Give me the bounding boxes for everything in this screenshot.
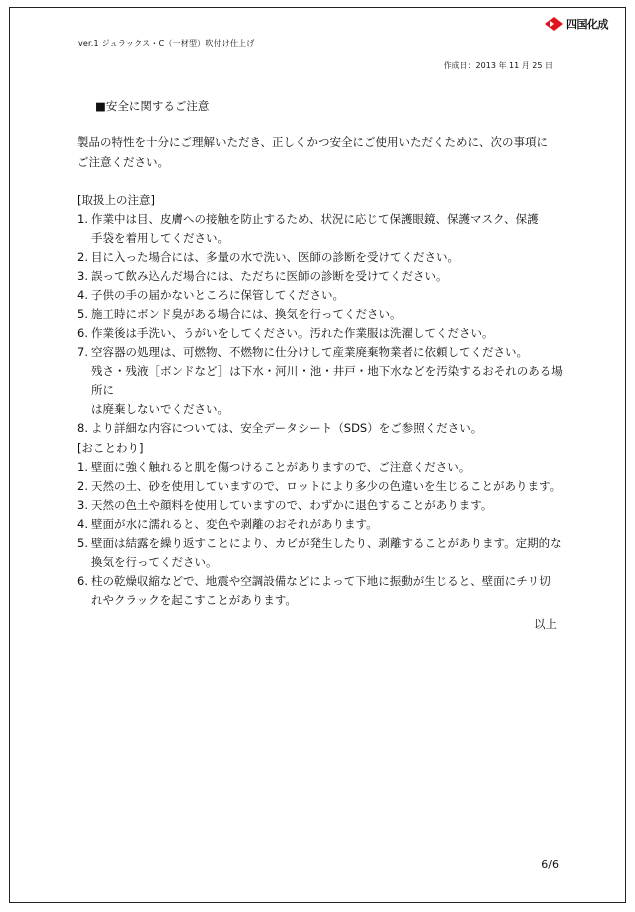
item-number: 6. <box>77 574 88 588</box>
item-number: 4. <box>77 517 88 531</box>
item-text: 柱の乾燥収縮などで、地震や空調設備などによって下地に振動が生じると、壁面にチリ切 <box>91 574 551 588</box>
item-continuation: は廃棄しないでください。 <box>91 402 229 416</box>
list-item <box>77 419 567 438</box>
list-item <box>77 305 567 324</box>
list-item <box>77 267 567 286</box>
item-text: 天然の土、砂を使用していますので、ロットにより多少の色違いを生じることがあります。 <box>91 479 562 493</box>
item-text: 壁面が水に濡れると、変色や剥離のおそれがあります。 <box>91 517 378 531</box>
item-text: 空容器の処理は、可燃物、不燃物に仕分けして産業廃棄物業者に依頼してください。 <box>91 345 528 359</box>
page-number: 6/6 <box>541 858 559 871</box>
document-label: ver.1 ジュラックス・C（一材型）吹付け仕上げ <box>78 39 255 48</box>
disclaimer-heading: [おことわり] <box>77 441 144 455</box>
intro-line: ご注意ください。 <box>77 155 169 169</box>
intro-paragraph <box>77 132 557 172</box>
item-number: 7. <box>77 345 88 359</box>
item-text: より詳細な内容については、安全データシート（SDS）をご参照ください。 <box>91 421 483 435</box>
list-item <box>77 534 567 553</box>
company-logo-icon <box>544 16 564 32</box>
item-number: 1. <box>77 212 88 226</box>
list-item <box>77 496 567 515</box>
item-text: 壁面は結露を繰り返すことにより、カビが発生したり、剥離することがあります。定期的な <box>91 536 562 550</box>
item-continuation: れやクラックを起こすことがあります。 <box>91 593 297 607</box>
intro-line: 製品の特性を十分にご理解いただき、正しくかつ安全にご使用いただくために、次の事項に <box>77 135 549 149</box>
disclaimer-section <box>77 438 567 610</box>
item-text: 作業後は手洗い、うがいをしてください。汚れた作業服は洗濯してください。 <box>91 326 494 340</box>
item-number: 2. <box>77 250 88 264</box>
company-logo <box>544 15 608 33</box>
item-continuation: 残さ・残液［ボンドなど］は下水・河川・池・井戸・地下水などを汚染するおそれのある場所に <box>91 364 563 397</box>
item-number: 5. <box>77 307 88 321</box>
closing-remark: 以上 <box>534 617 557 631</box>
item-number: 5. <box>77 536 88 550</box>
list-item <box>77 210 567 229</box>
page-title: ■安全に関するご注意 <box>95 99 210 113</box>
list-item <box>77 324 567 343</box>
handling-heading: [取扱上の注意] <box>77 193 155 207</box>
item-number: 6. <box>77 326 88 340</box>
list-item <box>77 572 567 591</box>
item-number: 4. <box>77 288 88 302</box>
list-item <box>77 248 567 267</box>
item-continuation: 換気を行ってください。 <box>91 555 218 569</box>
list-item <box>77 286 567 305</box>
company-name: 四国化成 <box>566 18 608 31</box>
item-text: 壁面に強く触れると肌を傷つけることがありますので、ご注意ください。 <box>91 460 471 474</box>
handling-section <box>77 190 567 438</box>
item-text: 施工時にボンド臭がある場合には、換気を行ってください。 <box>91 307 402 321</box>
item-number: 3. <box>77 498 88 512</box>
item-continuation: 手袋を着用してください。 <box>91 231 229 245</box>
item-text: 天然の色土や顔料を使用していますので、わずかに退色することがあります。 <box>91 498 493 512</box>
item-text: 子供の手の届かないところに保管してください。 <box>91 288 344 302</box>
item-number: 3. <box>77 269 88 283</box>
list-item <box>77 343 567 362</box>
list-item <box>77 515 567 534</box>
item-number: 8. <box>77 421 88 435</box>
item-number: 1. <box>77 460 88 474</box>
list-item <box>77 477 567 496</box>
item-text: 作業中は目、皮膚への接触を防止するため、状況に応じて保護眼鏡、保護マスク、保護 <box>91 212 539 226</box>
item-text: 誤って飲み込んだ場合には、ただちに医師の診断を受けてください。 <box>91 269 448 283</box>
item-number: 2. <box>77 479 88 493</box>
list-item <box>77 458 567 477</box>
item-text: 目に入った場合には、多量の水で洗い、医師の診断を受けてください。 <box>91 250 459 264</box>
creation-date: 作成日：2013 年 11 月 25 日 <box>443 61 553 70</box>
